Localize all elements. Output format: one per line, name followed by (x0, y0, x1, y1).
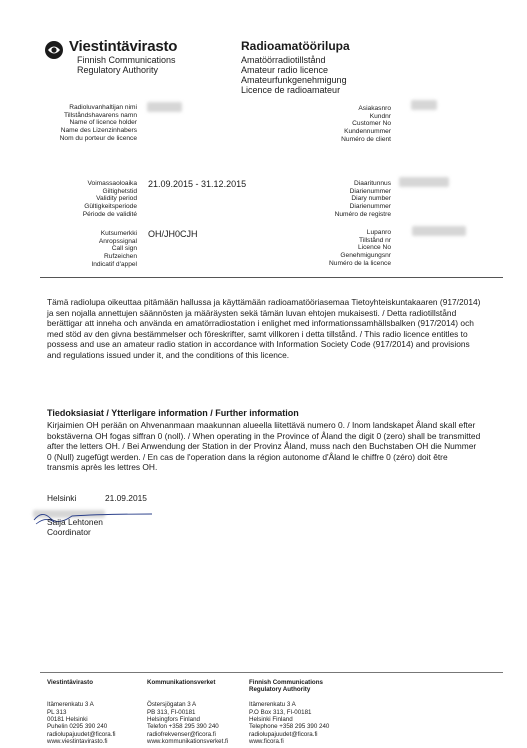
licence-terms-paragraph: Tämä radiolupa oikeuttaa pitämään hallussa ja käyttämään radioamatööriasemaa Tietoyhteiskuntakaaren (917/2014) ja sen nojalla annettujen säännösten ja määräysten sekä tämän luvan ehtojen mukaisesti. / Detta radiotillstånd berättigar att inneha och använda en amatörradiostation i enlighet med informationssamhällsbalken (917/2014) och med stöd av den givna bestämmelser och föreskrifter, samt villkoren i detta tillstånd. / This radio licence entitles to possess and use an amateur radio station in accordance with Information Society Code (917/2014) and provisions and regulations issued under it, and the conditions of this licence. (47, 297, 481, 360)
document-title: Radioamatöörilupa (241, 39, 350, 53)
signer-title: Coordinator (47, 527, 91, 537)
callsign-label: Kutsumerkki Anropssignal Call sign Rufzeichen Indicatif d'appel (91, 230, 137, 268)
signing-place: Helsinki (47, 493, 77, 503)
signer-name: Saija Lehtonen (47, 517, 103, 527)
authority-subtitle: Finnish Communications Regulatory Authority (77, 55, 176, 75)
holder-name-label: Radioluvanhaltijan nimi Tillståndshavarens namn Name of licence holder Name des Lizenzinhabers Nom du porteur de licence (59, 104, 137, 142)
customer-number-redacted (411, 100, 437, 110)
diary-number-label: Diaaritunnus Diarienummer Diary number Diarienummer Numéro de registre (334, 180, 391, 218)
further-information-paragraph: Kirjaimien OH perään on Ahvenanmaan maakunnan alueella liitettävä numero 0. / Inom landskapet Åland skall efter bokstäverna OH fogas siffran 0 (noll). / When operating in the Province of Åland the digit 0 (zero) shall be transmitted after the letters OH. / Bei Anwendung der Station in der Provinz Åland, muss nach den Buchstaben OH die Nummer 0 (Null) zugefügt werden. / En cas de l'operation dans la région autonome d'Åland le chiffre 0 (zéro) doit être transmis après les lettres OH. (47, 420, 481, 473)
signing-date: 21.09.2015 (105, 493, 147, 503)
holder-name-redacted (147, 102, 182, 112)
document-subtitle: Amatöörradiotillstånd Amateur radio licence Amateurfunkgenehmigung Licence de radioamateur (241, 55, 347, 95)
footer-column-swedish: Kommunikationsverket Östersjögatan 3 A PB 313, FI-00181 Helsingfors Finland Telefon +358 295 390 240 radiofrekvenser@ficora.fi www.kommunikationsverket.fi (147, 679, 229, 746)
further-information-heading: Tiedoksiasiat / Ytterligare information / Further information (47, 408, 299, 418)
validity-label: Voimassaoloaika Giltighetstid Validity period Gültigkeitsperiode Période de validité (82, 180, 137, 218)
footer-divider (40, 672, 503, 673)
diary-number-redacted (399, 177, 449, 187)
footer-column-finnish: Viestintävirasto Itämerenkatu 3 A PL 313 00181 Helsinki Puhelin 0295 390 240 radiolupajuudet@ficora.fi www.viestintavirasto.fi (47, 679, 116, 746)
customer-number-label: Asiakasnro Kundnr Customer No Kundennummer Numéro de client (341, 105, 391, 143)
header-divider (40, 277, 503, 278)
authority-logo-icon (44, 40, 64, 60)
validity-value: 21.09.2015 - 31.12.2015 (148, 179, 247, 189)
licence-number-label: Lupanro Tillstånd nr Licence No Genehmigungsnr Numéro de la licence (329, 229, 391, 267)
footer-column-english: Finnish Communications Regulatory Authority Itämerenkatu 3 A P.O Box 313, FI-00181 Helsinki Finland Telephone +358 295 390 240 radiolupajuudet@ficora.fi www.ficora.fi (249, 679, 330, 746)
callsign-value: OH/JH0CJH (148, 229, 198, 239)
authority-name: Viestintävirasto (69, 38, 178, 55)
licence-number-redacted (412, 226, 466, 236)
